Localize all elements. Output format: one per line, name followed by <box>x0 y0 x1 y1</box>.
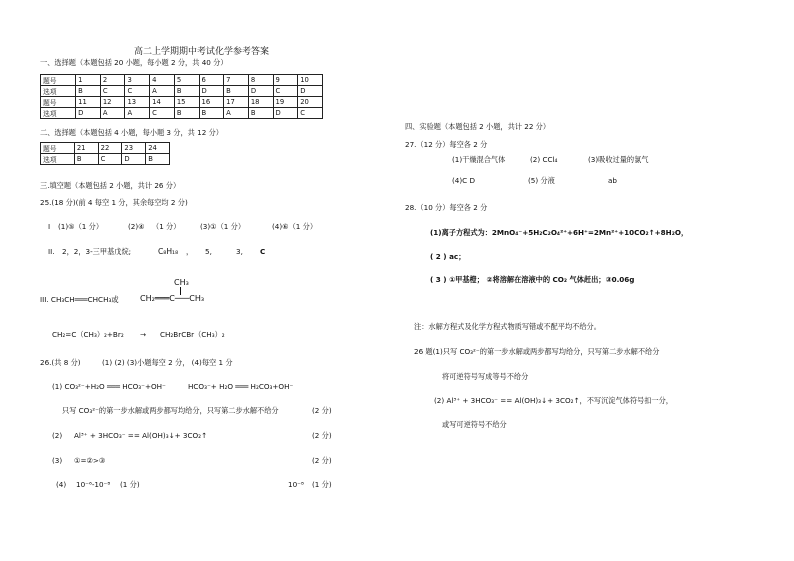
note-3: 将可逆符号写成等号不给分 <box>442 372 529 381</box>
section1-row <box>41 97 323 108</box>
answer-cell: B <box>248 108 273 119</box>
answer-cell: A <box>224 108 249 119</box>
row-label-cell: 选项 <box>41 108 76 119</box>
answer-cell: C <box>98 154 122 165</box>
answer-cell: 11 <box>76 97 101 108</box>
q25-part-ii-label: II. <box>48 247 55 256</box>
q26-2-points: (2 分) <box>312 431 332 440</box>
q25-eq-left: CH₂=C（CH₃）₂+Br₂ <box>52 330 124 339</box>
q25-ii-b: 3, <box>236 247 243 256</box>
answer-cell: C <box>150 108 175 119</box>
answer-cell: D <box>298 86 323 97</box>
q26-3-answer: ①=②>③ <box>74 456 106 465</box>
answer-cell: 20 <box>298 97 323 108</box>
answer-cell: D <box>199 86 224 97</box>
note-4: (2) Al³⁺ + 3HCO₃⁻ == Al(OH)₃↓+ 3CO₂↑，不写沉淀气体符号扣一分， <box>434 396 673 405</box>
q25-i-1: (1)⑤（1 分） <box>58 222 104 231</box>
q25-part-i-label: I <box>48 222 51 231</box>
q26-3-label: (3) <box>52 456 63 465</box>
q26-1-eq-b: HCO₃⁻+ H₂O ═══ H₂CO₃+OH⁻ <box>188 382 294 391</box>
answer-cell: B <box>199 108 224 119</box>
q25-ii-c: C <box>260 247 266 256</box>
q25-i-2-pts: （1 分） <box>152 222 181 231</box>
q26-1-points: (2 分) <box>312 406 332 415</box>
q27-2: (2) CCl₄ <box>530 155 558 164</box>
q27-1: (1)干燥混合气体 <box>452 155 506 164</box>
answer-cell: 7 <box>224 75 249 86</box>
answer-cell: 19 <box>273 97 298 108</box>
q27-heading: 27.（12 分）每空各 2 分 <box>405 140 488 149</box>
answer-cell: B <box>146 154 170 165</box>
answer-cell: 17 <box>224 97 249 108</box>
answer-cell: B <box>74 154 98 165</box>
q27-4: (4)C D <box>452 176 476 185</box>
q26-3-points: (2 分) <box>312 456 332 465</box>
section1-heading: 一、选择题（本题包括 20 小题，每小题 2 分，共 40 分） <box>40 58 228 67</box>
q26-4-answer-a: 10⁻⁶-10⁻⁸ <box>76 480 111 489</box>
note-5: 或写可逆符号不给分 <box>442 420 507 429</box>
answer-cell: D <box>122 154 146 165</box>
answer-cell: 23 <box>122 143 146 154</box>
answer-cell: 1 <box>76 75 101 86</box>
answer-cell: 8 <box>248 75 273 86</box>
q25-part-iii: III. CH₃CH═══CHCH₃或 <box>40 295 119 304</box>
answer-cell: 2 <box>100 75 125 86</box>
q25-heading: 25.(18 分)(前 4 每空 1 分，其余每空均 2 分) <box>40 198 188 207</box>
answer-cell: D <box>76 108 101 119</box>
q26-1-note: 只写 CO₃²⁻的第一步水解或两步都写均给分，只写第二步水解不给分 <box>62 406 279 415</box>
answer-cell: 16 <box>199 97 224 108</box>
answer-cell: C <box>273 86 298 97</box>
row-label-cell: 选项 <box>41 86 76 97</box>
answer-cell: 10 <box>298 75 323 86</box>
answer-cell: 24 <box>146 143 170 154</box>
section1-row <box>41 86 323 97</box>
note-2: 26 题(1)只写 CO₃²⁻的第一步水解或两步都写均给分，只写第二步水解不给分 <box>414 347 660 356</box>
q25-i-3: (3)①（1 分） <box>200 222 246 231</box>
q25-ii-a: 5, <box>205 247 212 256</box>
answer-cell: 14 <box>150 97 175 108</box>
section2-row <box>41 143 170 154</box>
section2-heading: 二、选择题（本题包括 4 小题，每小题 3 分，共 12 分） <box>40 128 223 137</box>
page-title: 高二上学期期中考试化学参考答案 <box>134 47 270 57</box>
answer-cell: 21 <box>74 143 98 154</box>
q26-4-label: (4) <box>56 480 67 489</box>
q26-1-eq-a: (1) CO₃²⁻+H₂O ═══ HCO₃⁻+OH⁻ <box>52 382 166 391</box>
q28-2: ( 2 ) ac； <box>430 252 466 261</box>
answer-cell: C <box>298 108 323 119</box>
section2-row <box>41 154 170 165</box>
answer-cell: 9 <box>273 75 298 86</box>
answer-cell: 12 <box>100 97 125 108</box>
answer-cell: B <box>174 108 199 119</box>
row-label-cell: 题号 <box>41 97 76 108</box>
q26-heading: 26.(共 8 分) <box>40 358 81 367</box>
answer-cell: B <box>76 86 101 97</box>
answer-cell: 6 <box>199 75 224 86</box>
section4-heading: 四、实验题（本题包括 2 小题，共计 22 分） <box>405 122 551 131</box>
answer-cell: 13 <box>125 97 150 108</box>
q26-4-points-a: (1 分) <box>120 480 140 489</box>
answer-cell: 18 <box>248 97 273 108</box>
q27-5: (5) 分液 <box>528 176 555 185</box>
answer-cell: C <box>100 86 125 97</box>
answer-cell: A <box>125 108 150 119</box>
struct-main-chain: CH₂═══C───CH₃ <box>140 294 205 303</box>
q27-ab: ab <box>608 176 617 185</box>
answer-cell: 4 <box>150 75 175 86</box>
q26-heading-scoring: (1) (2) (3)小题每空 2 分， (4)每空 1 分 <box>102 358 233 367</box>
answer-cell: 22 <box>98 143 122 154</box>
row-label-cell: 题号 <box>41 143 75 154</box>
answer-cell: B <box>174 86 199 97</box>
answer-cell: A <box>150 86 175 97</box>
q27-3: (3)吸收过量的氯气 <box>588 155 649 164</box>
answer-cell: B <box>224 86 249 97</box>
q26-2-label: (2) <box>52 431 63 440</box>
q25-eq-right: CH₂BrCBr（CH₃）₂ <box>160 330 225 339</box>
q25-ii-formula: C₈H₁₈ <box>158 247 179 256</box>
q25-i-2: (2)④ <box>128 222 145 231</box>
answer-cell: 15 <box>174 97 199 108</box>
answer-cell: A <box>100 108 125 119</box>
struct-methyl-top: CH₃ <box>174 278 189 287</box>
q26-4-answer-b: 10⁻⁸ <box>288 480 304 489</box>
answer-cell: 3 <box>125 75 150 86</box>
q25-ii-name: 2，2，3-三甲基戊烷; <box>62 247 132 256</box>
row-label-cell: 题号 <box>41 75 76 86</box>
answer-cell: C <box>125 86 150 97</box>
answer-cell: D <box>248 86 273 97</box>
q25-i-4: (4)⑥（1 分） <box>272 222 318 231</box>
q28-heading: 28.（10 分）每空各 2 分 <box>405 203 488 212</box>
q26-2-eq: Al³⁺ + 3HCO₃⁻ == Al(OH)₃↓+ 3CO₂↑ <box>74 431 208 440</box>
section1-answer-table <box>40 74 323 119</box>
q28-1: (1)离子方程式为：2MnO₄⁻+5H₂C₂O₄²⁺+6H⁺=2Mn²⁺+10CO₂↑+8H₂O， <box>430 228 689 237</box>
q25-ii-comma: ， <box>186 247 194 256</box>
q28-3: ( 3 ) ①甲基橙； ②将溶解在溶液中的 CO₂ 气体赶出；③0.06g <box>430 275 635 284</box>
section1-row <box>41 108 323 119</box>
section2-answer-table <box>40 142 170 165</box>
section1-row <box>41 75 323 86</box>
answer-cell: D <box>273 108 298 119</box>
section3-heading: 三.填空题（本题包括 2 小题，共计 26 分） <box>40 181 181 190</box>
q25-eq-arrow: → <box>140 330 147 339</box>
row-label-cell: 选项 <box>41 154 75 165</box>
q26-4-points-b: (1 分) <box>312 480 332 489</box>
answer-cell: 5 <box>174 75 199 86</box>
note-1: 注：水解方程式及化学方程式物质写错或不配平均不给分。 <box>414 322 601 331</box>
